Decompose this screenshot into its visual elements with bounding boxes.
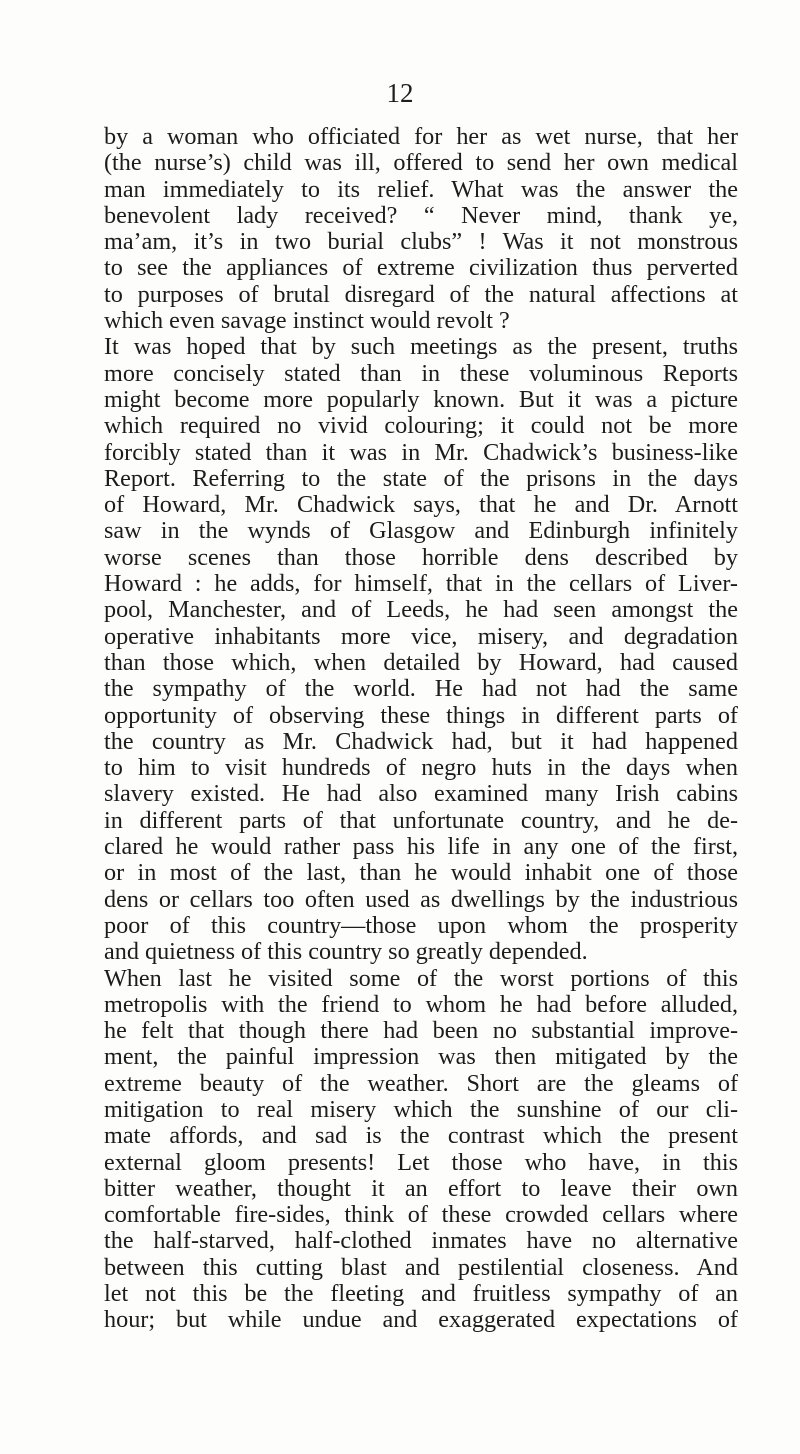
text-line: to see the appliances of extreme civilization thus perverted — [104, 254, 738, 282]
text-line: the country as Mr. Chadwick had, but it had happened — [104, 727, 738, 755]
text-line: pool, Manchester, and of Leeds, he had seen amongst the — [104, 596, 738, 624]
text-line: operative inhabitants more vice, misery, and degradation — [104, 622, 738, 650]
text-line: let not this be the fleeting and fruitless sympathy of an — [104, 1280, 738, 1308]
text-line: forcibly stated than it was in Mr. Chadwick’s business-like — [104, 438, 738, 466]
text-line: and quietness of this country so greatly depended. — [104, 938, 588, 966]
text-line: clared he would rather pass his life in any one of the first, — [104, 833, 738, 861]
text-line: poor of this country—those upon whom the prosperity — [104, 911, 738, 939]
text-line: the sympathy of the world. He had not had the same — [104, 675, 738, 703]
text-line: worse scenes than those horrible dens described by — [104, 543, 738, 571]
text-line: slavery existed. He had also examined many Irish cabins — [104, 780, 738, 808]
text-line: When last he visited some of the worst portions of this — [104, 964, 738, 992]
text-line: Report. Referring to the state of the prisons in the days — [104, 464, 738, 492]
text-line: comfortable fire-sides, think of these crowded cellars where — [104, 1201, 738, 1229]
page-number: 12 — [386, 78, 414, 108]
text-line: ment, the painful impression was then mitigated by the — [104, 1043, 738, 1071]
text-line: dens or cellars too often used as dwellings by the industrious — [104, 885, 738, 913]
text-line: more concisely stated than in these voluminous Reports — [104, 359, 738, 387]
text-line: between this cutting blast and pestilential closeness. And — [104, 1253, 738, 1281]
body-text — [104, 124, 738, 1334]
text-line: which even savage instinct would revolt ? — [104, 307, 510, 335]
text-line: ma’am, it’s in two burial clubs” ! Was it not monstrous — [104, 228, 738, 256]
text-line: to him to visit hundreds of negro huts in the days when — [104, 754, 738, 782]
text-line: mitigation to real misery which the sunshine of our cli- — [104, 1095, 738, 1123]
text-line: Howard : he adds, for himself, that in the cellars of Liver- — [104, 570, 738, 598]
text-line: to purposes of brutal disregard of the natural affections at — [104, 280, 738, 308]
text-line: metropolis with the friend to whom he had before alluded, — [104, 990, 738, 1018]
text-line: (the nurse’s) child was ill, offered to send her own medical — [104, 149, 738, 177]
text-line: might become more popularly known. But it was a picture — [104, 385, 738, 413]
text-line: man immediately to its relief. What was the answer the — [104, 175, 738, 203]
text-line: by a woman who officiated for her as wet nurse, that her — [104, 123, 738, 150]
text-line: he felt that though there had been no substantial improve- — [104, 1017, 738, 1045]
text-line: bitter weather, thought it an effort to leave their own — [104, 1174, 738, 1202]
text-line: or in most of the last, than he would inhabit one of those — [104, 859, 738, 887]
text-line: saw in the wynds of Glasgow and Edinburgh infinitely — [104, 517, 738, 545]
text-line: benevolent lady received? “ Never mind, thank ye, — [104, 201, 738, 229]
text-line: in different parts of that unfortunate country, and he de- — [104, 806, 738, 834]
text-line: hour; but while undue and exaggerated expectations of — [104, 1306, 738, 1334]
text-line: than those which, when detailed by Howard, had caused — [104, 648, 738, 676]
text-line: opportunity of observing these things in different parts of — [104, 701, 738, 729]
text-line: the half-starved, half-clothed inmates have no alternative — [104, 1227, 738, 1255]
text-line: extreme beauty of the weather. Short are the gleams of — [104, 1069, 738, 1097]
text-line: external gloom presents! Let those who have, in this — [104, 1148, 738, 1176]
text-line: It was hoped that by such meetings as the present, truths — [104, 333, 738, 361]
text-line: mate affords, and sad is the contrast which the present — [104, 1122, 738, 1150]
text-line: of Howard, Mr. Chadwick says, that he and Dr. Arnott — [104, 491, 738, 519]
text-line: which required no vivid colouring; it could not be more — [104, 412, 738, 440]
